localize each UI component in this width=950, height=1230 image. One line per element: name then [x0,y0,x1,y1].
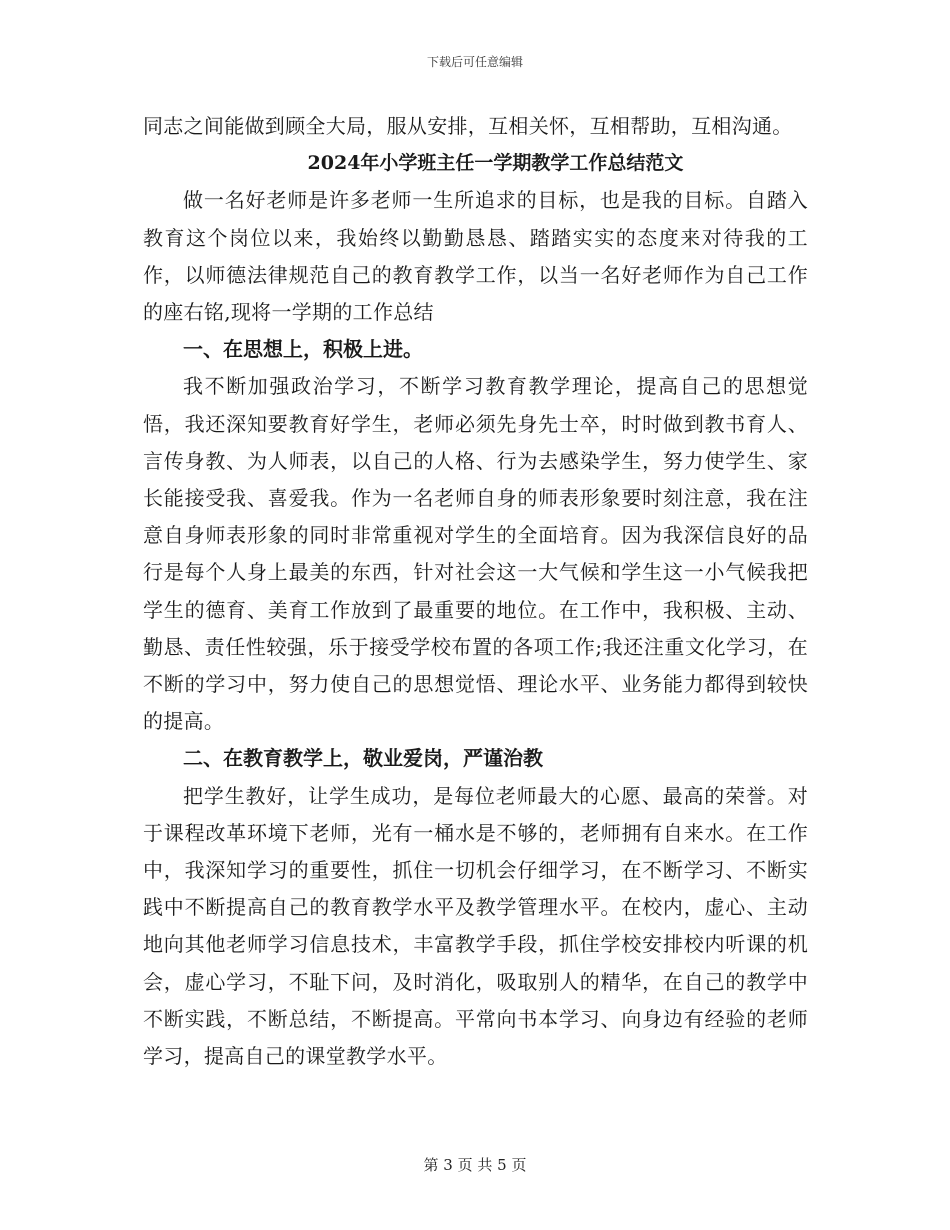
document-title: 2024年小学班主任一学期教学工作总结范文 [307,152,684,175]
page-number: 第 3 页 共 5 页 [423,1156,527,1174]
section-2-heading: 二、在教育教学上，敬业爱岗，严谨治教 [183,746,543,771]
intro-paragraph: 做一名好老师是许多老师一生所追求的目标，也是我的目标。自踏入教育这个岗位以来，我始终以勤勤恳恳、踏踏实实的态度来对待我的工作，以师德法律规范自己的教育教学工作，以当一名好老师作为自己工作的座右铭,现将一学期的工作总结 [143,188,808,325]
section-2-paragraph: 把学生教好，让学生成功，是每位老师最大的心愿、最高的荣誉。对于课程改革环境下老师，光有一桶水是不够的，老师拥有自来水。在工作中，我深知学习的重要性，抓住一切机会仔细学习，在不断学习、不断实践中不断提高自己的教育教学水平及教学管理水平。在校内，虚心、主动地向其他老师学习信息技术，丰富教学手段，抓住学校安排校内听课的机会，虚心学习，不耻下问，及时消化，吸取别人的精华，在自己的教学中不断实践，不断总结，不断提高。平常向书本学习、向身边有经验的老师学习，提高自己的课堂教学水平。 [143,783,808,1069]
document-body [143,108,808,1075]
section-1-paragraph: 我不断加强政治学习，不断学习教育教学理论，提高自己的思想觉悟，我还深知要教育好学生，老师必须先身先士卒，时时做到教书育人、言传身教、为人师表，以自己的人格、行为去感染学生，努力使学生、家长能接受我、喜爱我。作为一名老师自身的师表形象要时刻注意，我在注意自身师表形象的同时非常重视对学生的全面培育。因为我深信良好的品行是每个人身上最美的东西，针对社会这一大气候和学生这一小气候我把学生的德育、美育工作放到了最重要的地位。在工作中，我积极、主动、勤恳、责任性较强，乐于接受学校布置的各项工作;我还注重文化学习，在不断的学习中，努力使自己的思想觉悟、理论水平、业务能力都得到较快的提高。 [143,374,808,734]
section-1-heading: 一、在思想上，积极上进。 [183,337,423,362]
continuation-paragraph: 同志之间能做到顾全大局，服从安排，互相关怀，互相帮助，互相沟通。 [143,114,793,138]
page-header-note: 下载后可任意编辑 [426,55,523,69]
